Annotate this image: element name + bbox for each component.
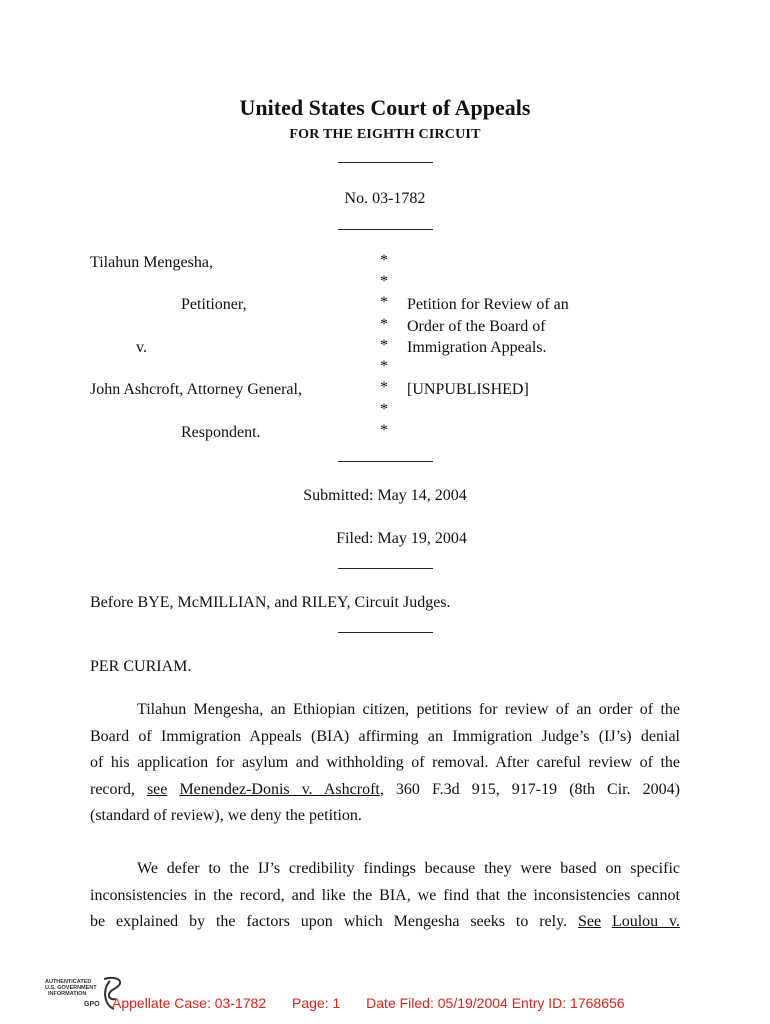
text-line: Tilahun Mengesha, an Ethiopian citizen, petitions for review of an order of the — [137, 701, 680, 718]
filed-date: Filed: May 19, 2004 — [336, 530, 467, 547]
citation-reporter: , 360 F.3d 915, 917-19 (8th Cir. 2004) — [379, 780, 681, 798]
footer-page: Page: 1 — [292, 995, 341, 1011]
caption-star: * — [380, 422, 388, 439]
text-line: of his application for asylum and withholding of removal. After careful review of the — [90, 754, 680, 771]
respondent-name: John Ashcroft, Attorney General, — [90, 381, 302, 398]
petitioner-name: Tilahun Mengesha, — [90, 254, 213, 271]
caption-star: * — [380, 316, 388, 333]
divider — [338, 568, 433, 569]
text-line — [90, 909, 680, 936]
caption-star: * — [380, 379, 388, 396]
court-name: United States Court of Appeals — [239, 95, 531, 120]
seal-text: U.S. GOVERNMENT — [45, 985, 97, 991]
signal-see: See — [577, 913, 602, 930]
text-line: We defer to the IJ’s credibility findings because they were based on specific — [137, 860, 680, 877]
versus: v. — [136, 339, 147, 356]
caption-star: * — [380, 252, 388, 269]
opinion-paragraph-1 — [90, 697, 680, 830]
panel-judges: Before BYE, McMILLIAN, and RILEY, Circuit Judges. — [90, 594, 451, 611]
caption-star: * — [380, 273, 388, 290]
case-citation: Menendez-Donis v. Ashcroft — [179, 780, 380, 798]
caption-star: * — [380, 337, 388, 354]
respondent-role: Respondent. — [181, 424, 261, 441]
petition-line: Immigration Appeals. — [407, 339, 547, 356]
seal-text: INFORMATION — [48, 991, 87, 997]
circuit-name: FOR THE EIGHTH CIRCUIT — [289, 127, 481, 142]
petitioner-role: Petitioner, — [181, 296, 247, 313]
text-line — [90, 777, 680, 804]
seal-mark: GPO — [84, 1001, 100, 1008]
footer-case: Appellate Case: 03-1782 — [112, 995, 267, 1011]
divider — [338, 461, 433, 462]
petition-line: Order of the Board of — [407, 318, 546, 335]
signal-see: see — [146, 780, 168, 798]
divider — [338, 632, 433, 633]
per-curiam: PER CURIAM. — [90, 658, 192, 675]
divider — [338, 162, 433, 163]
filing-footer — [112, 995, 647, 1011]
publication-status: [UNPUBLISHED] — [407, 381, 529, 398]
text-fragment: be explained by the factors upon which Mengesha seeks to rely. — [90, 913, 568, 930]
text-line: Board of Immigration Appeals (BIA) affirming an Immigration Judge’s (IJ’s) denial — [90, 727, 680, 745]
text-fragment: record, — [90, 780, 135, 798]
caption-star: * — [380, 401, 388, 418]
seal-text: AUTHENTICATED — [45, 979, 92, 985]
caption-star: * — [380, 358, 388, 375]
case-citation: Loulou v. — [611, 913, 681, 930]
text-line: (standard of review), we deny the petition. — [90, 807, 362, 824]
petition-line: Petition for Review of an — [407, 296, 569, 313]
divider — [338, 229, 433, 230]
text-line: inconsistencies in the record, and like the BIA, we find that the inconsistencies cannot — [90, 886, 680, 904]
footer-date-filed: Date Filed: 05/19/2004 Entry ID: 1768656 — [366, 995, 625, 1011]
submitted-date: Submitted: May 14, 2004 — [303, 487, 467, 504]
opinion-paragraph-2 — [90, 856, 680, 936]
docket-number: No. 03-1782 — [344, 190, 426, 207]
caption-star: * — [380, 294, 388, 311]
